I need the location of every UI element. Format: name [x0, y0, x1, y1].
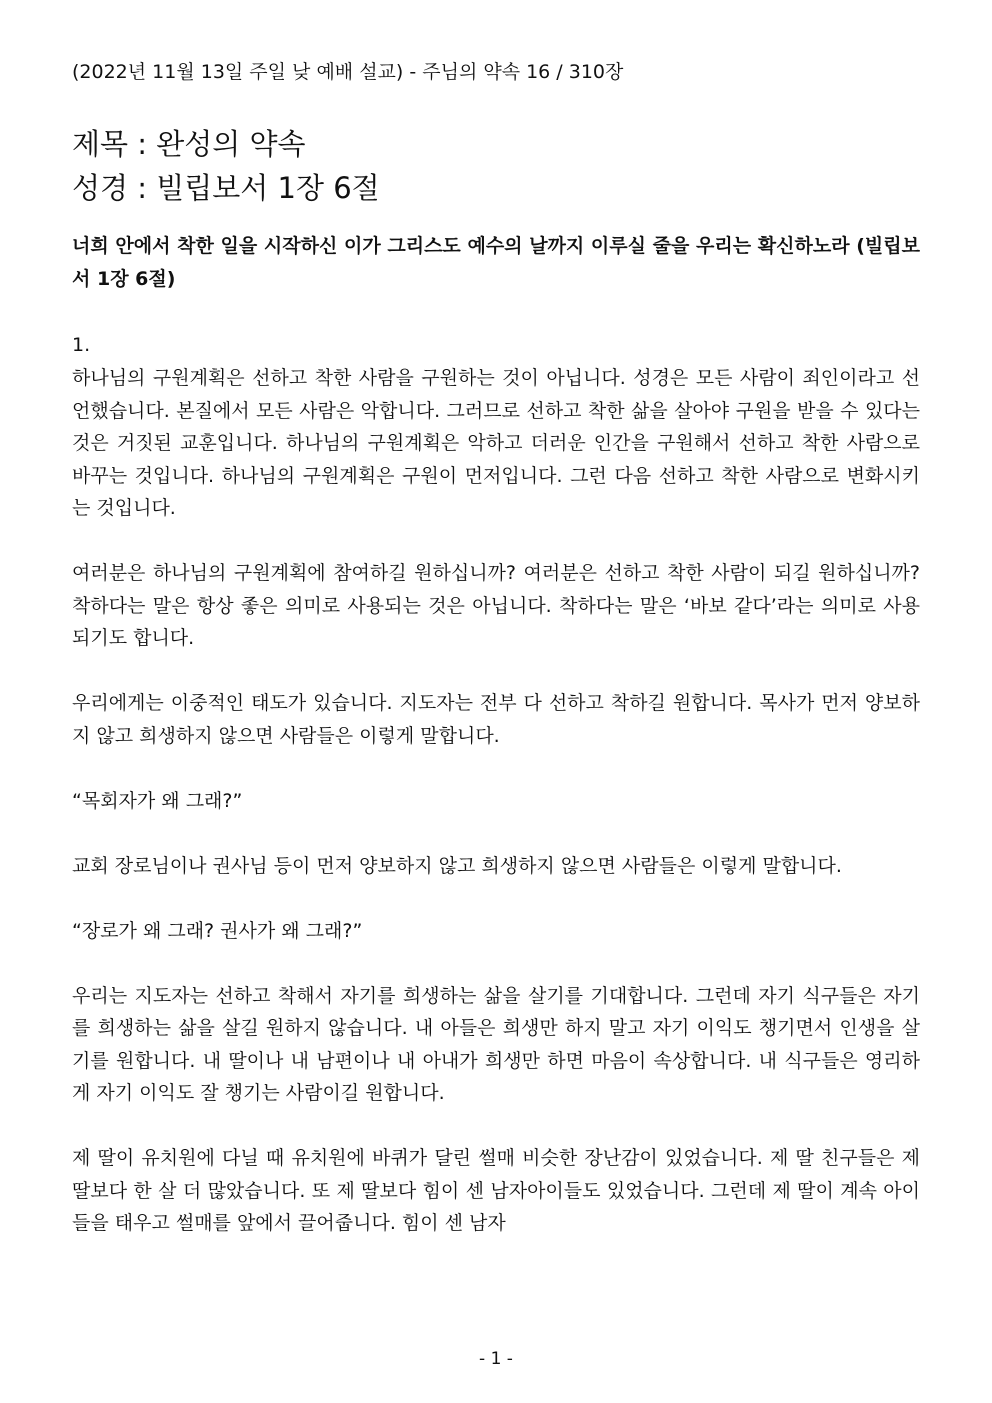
- paragraph: 제 딸이 유치원에 다닐 때 유치원에 바퀴가 달린 썰매 비슷한 장난감이 있었습니다. 제 딸 친구들은 제 딸보다 한 살 더 많았습니다. 또 제 딸보다 힘이 센 남자아이들도 있었습니다. 그런데 제 딸이 계속 아이들을 태우고 썰매를 앞에서 끌어줍니다. 힘이 센 남자: [72, 1147, 920, 1234]
- section-number: 1.: [72, 334, 91, 356]
- sermon-title: 제목 : 완성의 약속: [72, 127, 306, 161]
- page-number: - 1 -: [479, 1349, 513, 1369]
- paragraph: 교회 장로님이나 권사님 등이 먼저 양보하지 않고 희생하지 않으면 사람들은 이렇게 말합니다.: [72, 854, 842, 877]
- quote-paragraph: “장로가 왜 그래? 권사가 왜 그래?”: [72, 919, 363, 942]
- title-block: [72, 122, 920, 210]
- document-page: [72, 60, 920, 1240]
- key-verse: 너희 안에서 착한 일을 시작하신 이가 그리스도 예수의 날까지 이루실 줄을 우리는 확신하노라 (빌립보서 1장 6절): [72, 235, 920, 290]
- paragraph: 우리는 지도자는 선하고 착해서 자기를 희생하는 삶을 살기를 기대합니다. 그런데 자기 식구들은 자기를 희생하는 삶을 살길 원하지 않습니다. 내 아들은 희생만 하지 말고 자기 이익도 챙기면서 인생을 살기를 원합니다. 내 딸이나 내 남편이나 내 아내가 희생만 하면 마음이 속상합니다. 내 식구들은 영리하게 자기 이익도 잘 챙기는 사람이길 원합니다.: [72, 984, 920, 1104]
- paragraph: 여러분은 하나님의 구원계획에 참여하길 원하십니까? 여러분은 선하고 착한 사람이 되길 원하십니까? 착하다는 말은 항상 좋은 의미로 사용되는 것은 아닙니다. 착하다는 말은 ‘바보 같다’라는 의미로 사용되기도 합니다.: [72, 562, 920, 649]
- scripture-reference: 성경 : 빌립보서 1장 6절: [72, 171, 380, 205]
- sermon-header: (2022년 11월 13일 주일 낮 예배 설교) - 주님의 약속 16 / 310장: [72, 61, 624, 83]
- quote-paragraph: “목회자가 왜 그래?”: [72, 789, 243, 812]
- paragraph: 우리에게는 이중적인 태도가 있습니다. 지도자는 전부 다 선하고 착하길 원합니다. 목사가 먼저 양보하지 않고 희생하지 않으면 사람들은 이렇게 말합니다.: [72, 692, 920, 747]
- paragraph: 하나님의 구원계획은 선하고 착한 사람을 구원하는 것이 아닙니다. 성경은 모든 사람이 죄인이라고 선언했습니다. 본질에서 모든 사람은 악합니다. 그러므로 선하고 착한 삶을 살아야 구원을 받을 수 있다는 것은 거짓된 교훈입니다. 하나님의 구원계획은 악하고 더러운 인간을 구원해서 선하고 착한 사람으로 바꾸는 것입니다. 하나님의 구원계획은 구원이 먼저입니다. 그런 다음 선하고 착한 사람으로 변화시키는 것입니다.: [72, 367, 921, 519]
